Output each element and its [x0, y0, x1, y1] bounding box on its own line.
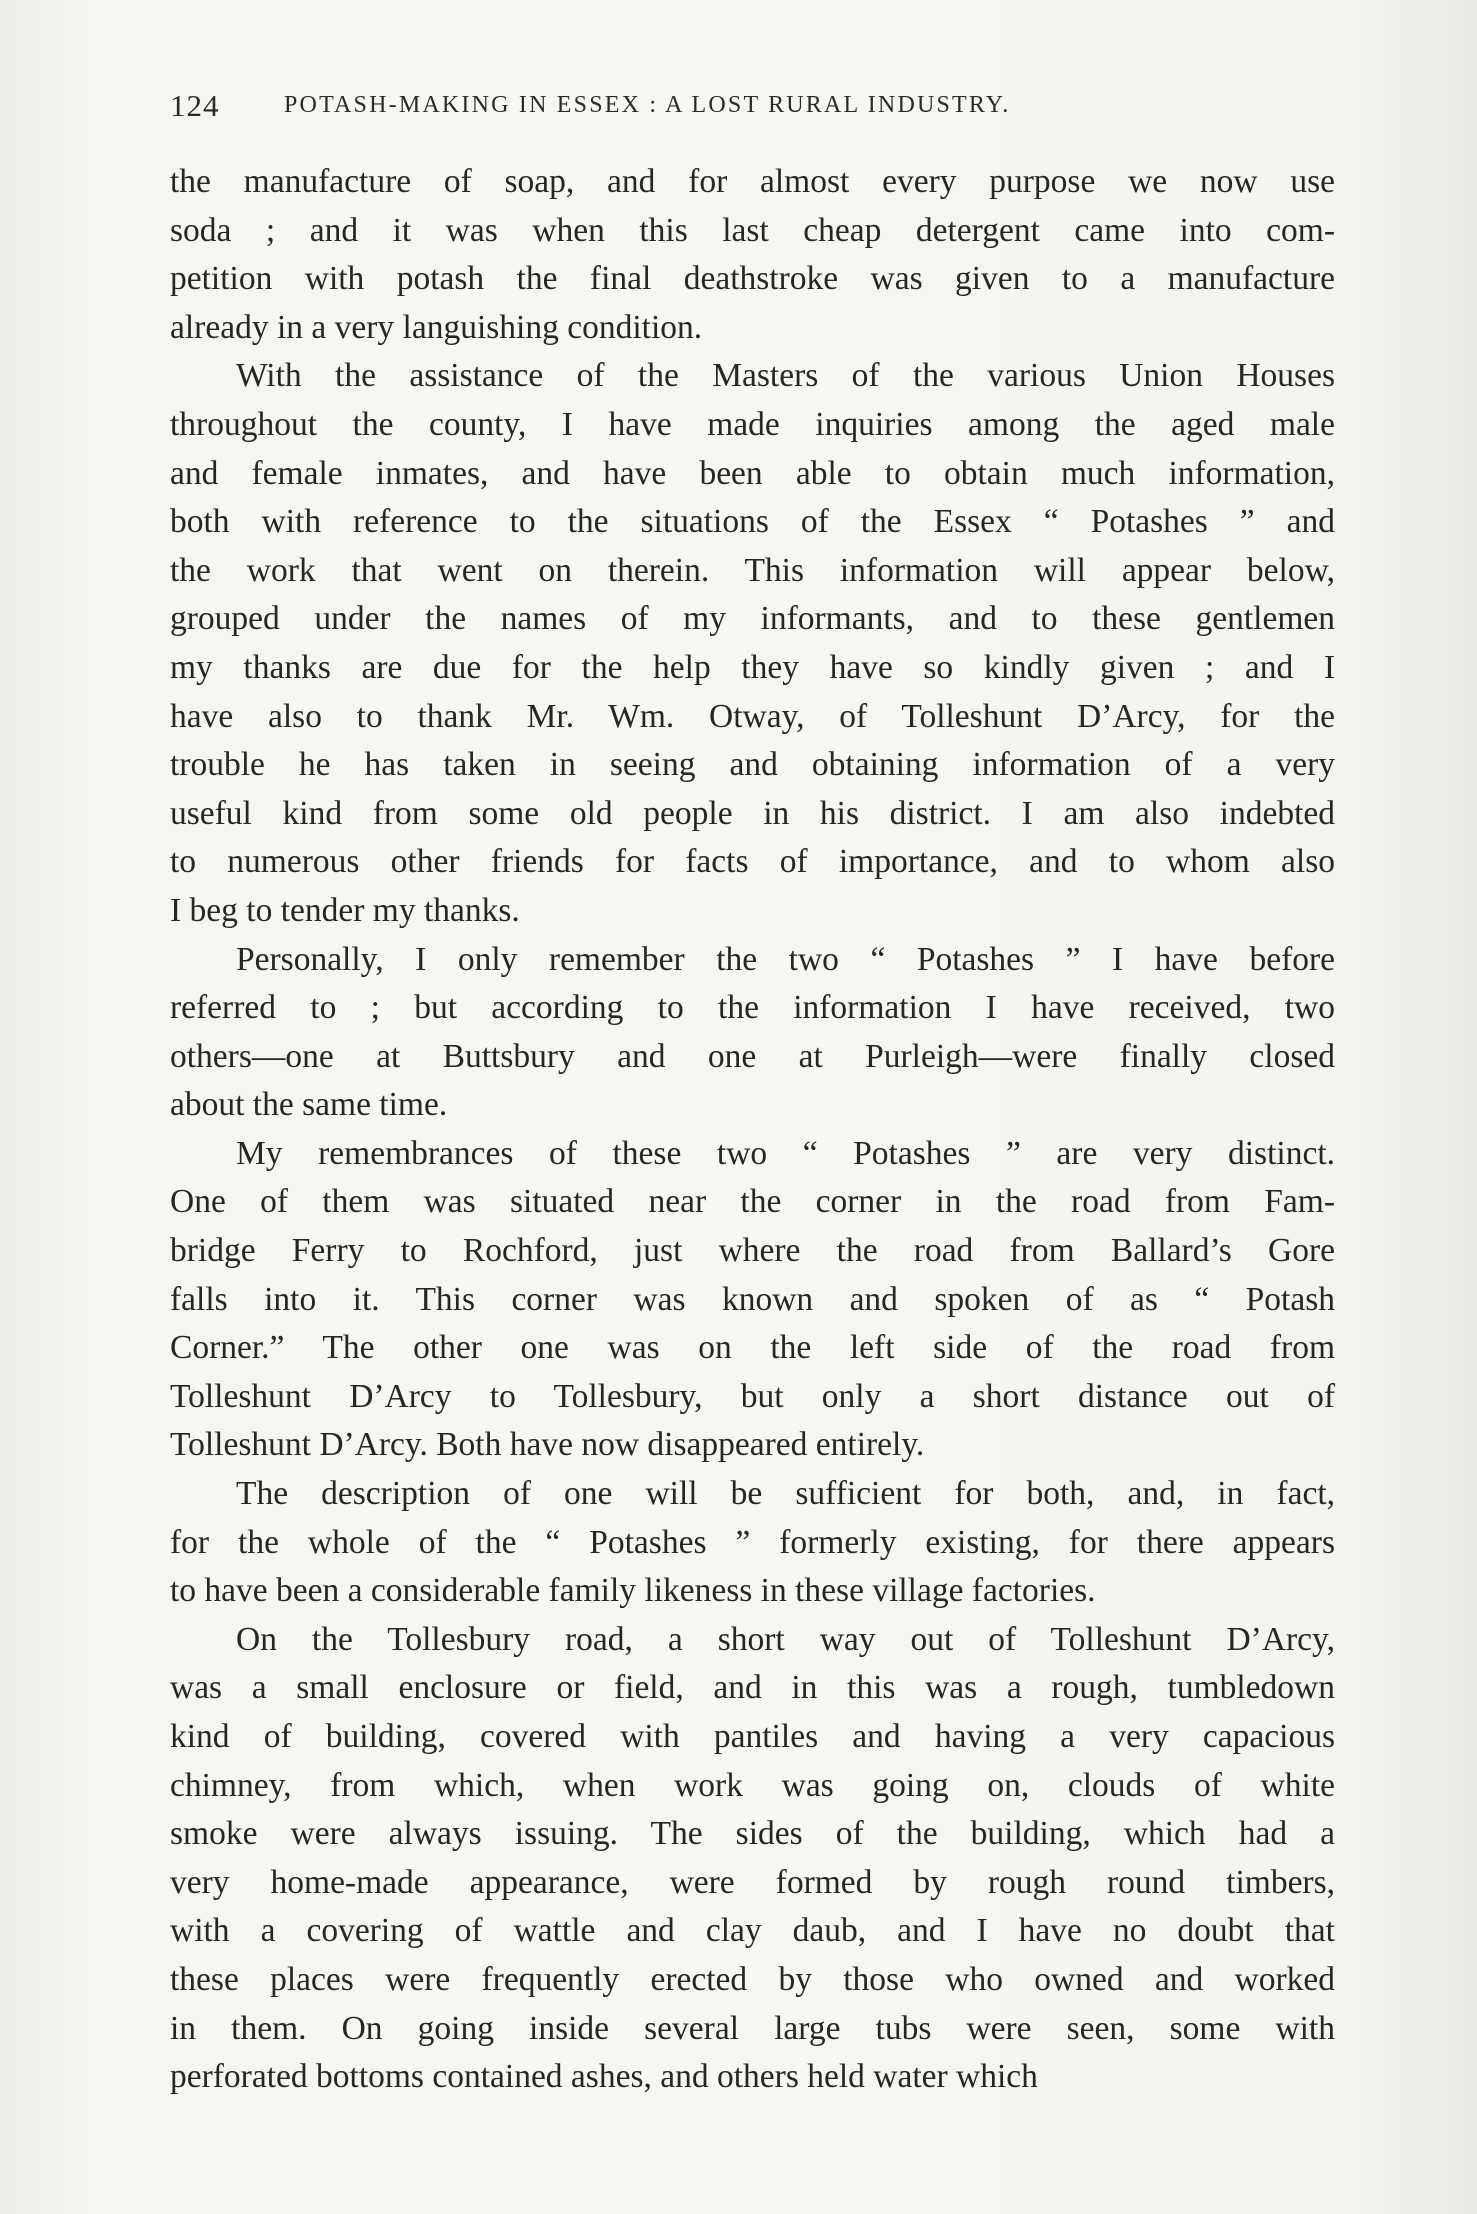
text-line: the work that went on therein. This information will appear below, [170, 551, 1335, 589]
text-line: already in a very languishing condition. [170, 308, 703, 346]
text-line: My remembrances of these two “ Potashes ” are very distinct. [236, 1134, 1335, 1172]
text-line: the manufacture of soap, and for almost every purpose we now use [170, 163, 1335, 200]
text-line: Corner.” The other one was on the left side of the road from [170, 1329, 1335, 1367]
text-line: about the same time. [170, 1086, 448, 1124]
running-title: POTASH-MAKING IN ESSEX : A LOST RURAL INDUSTRY. [284, 92, 1011, 118]
paragraph [170, 1616, 1335, 2102]
text-line: With the assistance of the Masters of the various Union Houses [236, 357, 1335, 395]
text-line: both with reference to the situations of the Essex “ Potashes ” and [170, 503, 1335, 541]
text-line: Tolleshunt D’Arcy. Both have now disappeared entirely. [170, 1426, 925, 1464]
text-line: trouble he has taken in seeing and obtaining information of a very [170, 746, 1335, 784]
text-line: very home-made appearance, were formed by rough round timbers, [170, 1863, 1335, 1901]
text-line: One of them was situated near the corner in the road from Fam- [170, 1183, 1335, 1221]
text-line: to numerous other friends for facts of importance, and to whom also [170, 843, 1335, 881]
paragraph [170, 936, 1335, 1130]
paragraph [170, 158, 1335, 352]
text-line: Personally, I only remember the two “ Potashes ” I have before [236, 940, 1335, 978]
text-line: for the whole of the “ Potashes ” formerly existing, for there appears [170, 1523, 1335, 1561]
text-line: perforated bottoms contained ashes, and others held water which [170, 2058, 1038, 2096]
paragraph [170, 352, 1335, 935]
text-line: I beg to tender my thanks. [170, 891, 520, 929]
text-line: and female inmates, and have been able to obtain much information, [170, 454, 1335, 492]
text-line: with a covering of wattle and clay daub, and I have no doubt that [170, 1912, 1335, 1950]
text-line: chimney, from which, when work was going on, clouds of white [170, 1766, 1335, 1804]
text-line: soda ; and it was when this last cheap detergent came into com- [170, 211, 1335, 249]
text-line: grouped under the names of my informants, and to these gentlemen [170, 600, 1335, 638]
text-line: smoke were always issuing. The sides of the building, which had a [170, 1815, 1335, 1853]
text-line: in them. On going inside several large tubs were seen, some with [170, 2009, 1335, 2047]
body-text [170, 158, 1335, 2102]
text-line: useful kind from some old people in his district. I am also indebted [170, 794, 1335, 832]
text-line: to have been a considerable family likeness in these village factories. [170, 1572, 1096, 1610]
page-number: 124 [170, 88, 220, 123]
text-line: my thanks are due for the help they have so kindly given ; and I [170, 648, 1335, 686]
text-line: petition with potash the final deathstroke was given to a manufacture [170, 260, 1335, 298]
text-line: bridge Ferry to Rochford, just where the road from Ballard’s Gore [170, 1232, 1335, 1270]
text-line: have also to thank Mr. Wm. Otway, of Tolleshunt D’Arcy, for the [170, 697, 1335, 735]
text-line: The description of one will be sufficient for both, and, in fact, [236, 1475, 1335, 1513]
text-line: was a small enclosure or field, and in this was a rough, tumbledown [170, 1669, 1335, 1707]
text-line: others—one at Buttsbury and one at Purleigh—were finally closed [170, 1037, 1335, 1075]
text-line: Tolleshunt D’Arcy to Tollesbury, but only a short distance out of [170, 1377, 1335, 1415]
text-line: kind of building, covered with pantiles and having a very capacious [170, 1718, 1335, 1755]
running-header [170, 88, 1310, 132]
paragraph [170, 1130, 1335, 1470]
text-line: these places were frequently erected by those who owned and worked [170, 1960, 1335, 1998]
text-line: On the Tollesbury road, a short way out of Tolleshunt D’Arcy, [236, 1620, 1335, 1658]
text-line: throughout the county, I have made inquiries among the aged male [170, 405, 1335, 443]
text-line: falls into it. This corner was known and spoken of as “ Potash [170, 1280, 1335, 1318]
paragraph [170, 1470, 1335, 1616]
text-line: referred to ; but according to the information I have received, two [170, 989, 1335, 1027]
